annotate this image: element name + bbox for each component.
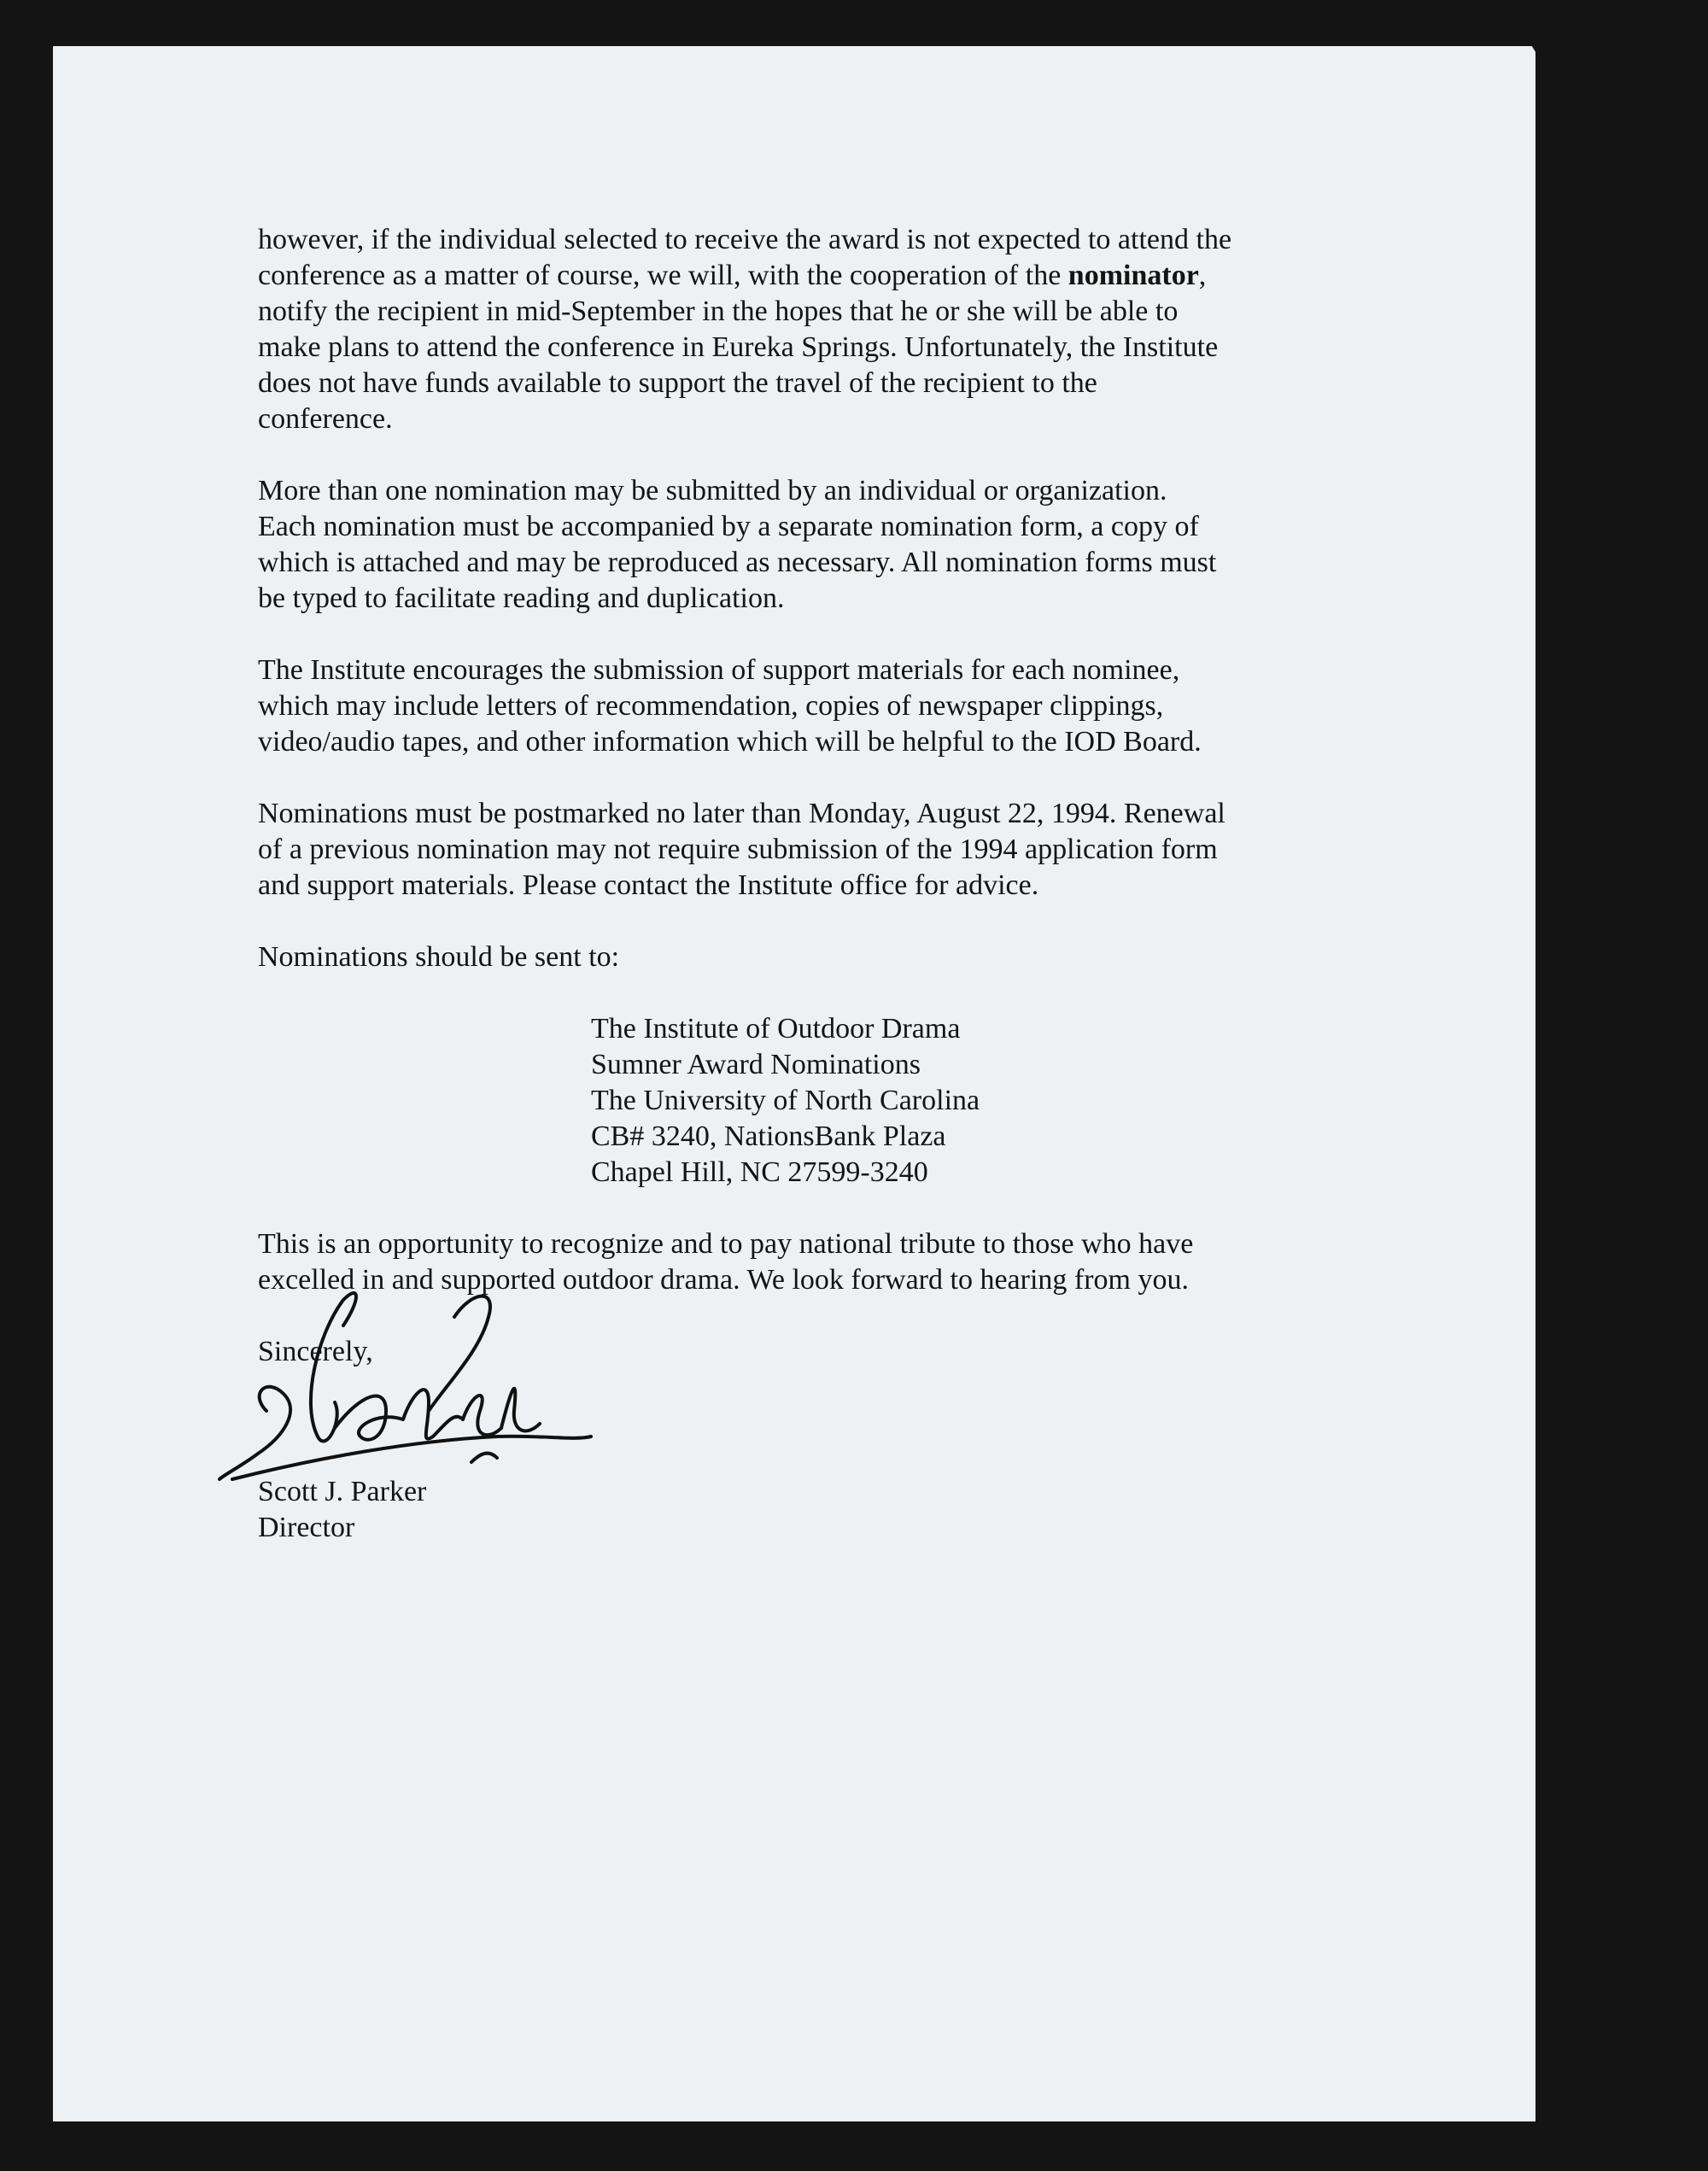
text-line: however, if the individual selected to receive the award is not expected to attend the: [258, 224, 1232, 255]
bold-word: nominator: [1068, 260, 1199, 291]
address-line: Chapel Hill, NC 27599-3240: [591, 1156, 928, 1188]
text-line: be typed to facilitate reading and duplication.: [258, 582, 785, 614]
salutation: Sincerely,: [258, 1336, 373, 1367]
text-line: which is attached and may be reproduced as necessary. All nomination forms must: [258, 547, 1217, 578]
signer-title: Director: [258, 1512, 355, 1543]
text-line: notify the recipient in mid-September in the hopes that he or she will be able to: [258, 296, 1179, 327]
text-line: excelled in and supported outdoor drama. We look forward to hearing from you.: [258, 1264, 1189, 1296]
text-line: More than one nomination may be submitted by an individual or organization.: [258, 475, 1167, 506]
text-line: which may include letters of recommendation, copies of newspaper clippings,: [258, 690, 1164, 722]
text-line: The Institute encourages the submission of support materials for each nominee,: [258, 654, 1180, 686]
address-line: CB# 3240, NationsBank Plaza: [591, 1121, 946, 1152]
address-line: Sumner Award Nominations: [591, 1049, 921, 1080]
signer-name: Scott J. Parker: [258, 1476, 427, 1507]
text-run: ,: [1198, 260, 1207, 291]
paragraph-closing-remarks: [258, 1226, 1496, 1298]
text-run: conference as a matter of course, we will, with the cooperation of the: [258, 260, 1068, 291]
signature-block: [258, 1334, 1496, 1556]
text-line: make plans to attend the conference in Eureka Springs. Unfortunately, the Institute: [258, 331, 1219, 363]
mailing-address: [591, 1011, 1496, 1191]
text-line: This is an opportunity to recognize and to pay national tribute to those who have: [258, 1228, 1194, 1260]
letter-body: [258, 222, 1496, 1556]
text-line: and support materials. Please contact the Institute office for advice.: [258, 869, 1039, 901]
text-line: video/audio tapes, and other information which will be helpful to the IOD Board.: [258, 726, 1202, 758]
text-line: Each nomination must be accompanied by a separate nomination form, a copy of: [258, 511, 1199, 542]
address-line: The Institute of Outdoor Drama: [591, 1013, 961, 1045]
text-line: Nominations must be postmarked no later than Monday, August 22, 1994. Renewal: [258, 798, 1225, 829]
text-line: of a previous nomination may not require submission of the 1994 application form: [258, 834, 1218, 865]
paragraph-deadline: [258, 796, 1496, 904]
paragraph-support-materials: [258, 652, 1496, 760]
paragraph-send-to: [258, 939, 1496, 975]
text-line: conference.: [258, 403, 393, 435]
paragraph-multiple-nominations: [258, 473, 1496, 617]
address-line: The University of North Carolina: [591, 1085, 980, 1116]
text-line: Nominations should be sent to:: [258, 941, 620, 973]
paragraph-attendance: [258, 222, 1496, 437]
text-line: [258, 258, 1496, 294]
text-line: does not have funds available to support the travel of the recipient to the: [258, 367, 1097, 399]
folded-corner: [1529, 41, 1657, 246]
